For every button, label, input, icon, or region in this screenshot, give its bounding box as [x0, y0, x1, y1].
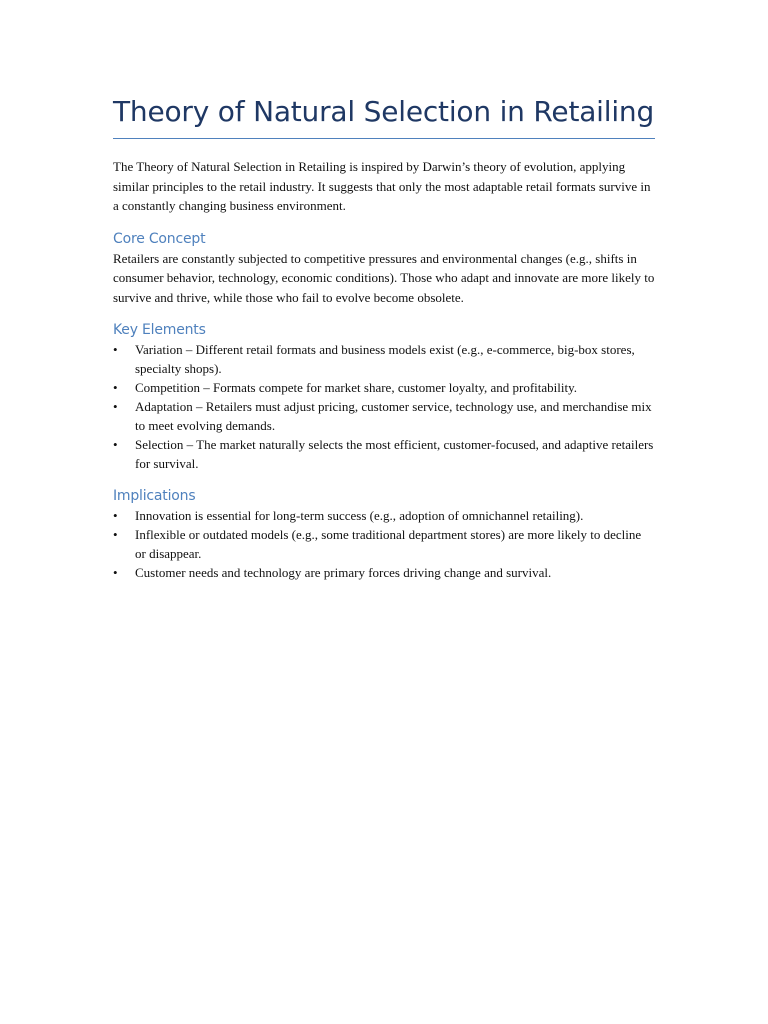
bullet-icon: •: [113, 399, 118, 414]
bullet-icon: •: [113, 527, 118, 542]
document-page: [113, 92, 655, 582]
list-item: [113, 435, 655, 473]
list-item: [113, 378, 655, 397]
implications-list: [113, 506, 655, 582]
list-item-text: Variation – Different retail formats and business models exist (e.g., e-commerce, big-box stores, specialty shops).: [135, 342, 635, 376]
core-concept-heading: Core Concept: [113, 230, 206, 247]
key-elements-heading: Key Elements: [113, 322, 206, 338]
list-item-text: Selection – The market naturally selects the most efficient, customer-focused, and adaptive retailers for survival.: [135, 437, 654, 471]
bullet-icon: •: [113, 437, 118, 452]
list-item: [113, 563, 655, 582]
bullet-icon: •: [113, 342, 118, 357]
list-item: [113, 506, 655, 525]
core-concept-paragraph: Retailers are constantly subjected to competitive pressures and environmental changes (e.g., shifts in consumer behavior, technology, economic conditions). Those who adapt and innovate are more likely to survive and thrive, while those who fail to evolve become obsolete.: [113, 250, 655, 305]
page-title: Theory of Natural Selection in Retailing: [113, 92, 655, 139]
list-item-text: Innovation is essential for long-term success (e.g., adoption of omnichannel retailing).: [135, 508, 584, 523]
bullet-icon: •: [113, 508, 118, 523]
bullet-icon: •: [113, 380, 118, 395]
bullet-icon: •: [113, 565, 118, 580]
list-item: [113, 397, 655, 435]
list-item-text: Customer needs and technology are primary forces driving change and survival.: [135, 565, 552, 580]
list-item-text: Inflexible or outdated models (e.g., some traditional department stores) are more likely to decline or disappear.: [135, 527, 642, 561]
list-item-text: Competition – Formats compete for market share, customer loyalty, and profitability.: [135, 380, 578, 395]
list-item: [113, 340, 655, 378]
list-item: [113, 525, 655, 563]
implications-heading: Implications: [113, 488, 196, 504]
intro-paragraph: The Theory of Natural Selection in Retailing is inspired by Darwin’s theory of evolution, applying similar principles to the retail industry. It suggests that only the most adaptable retail formats survive in a constantly changing business environment.: [113, 159, 651, 213]
key-elements-list: [113, 340, 655, 473]
list-item-text: Adaptation – Retailers must adjust pricing, customer service, technology use, and merchandise mix to meet evolving demands.: [135, 399, 652, 433]
